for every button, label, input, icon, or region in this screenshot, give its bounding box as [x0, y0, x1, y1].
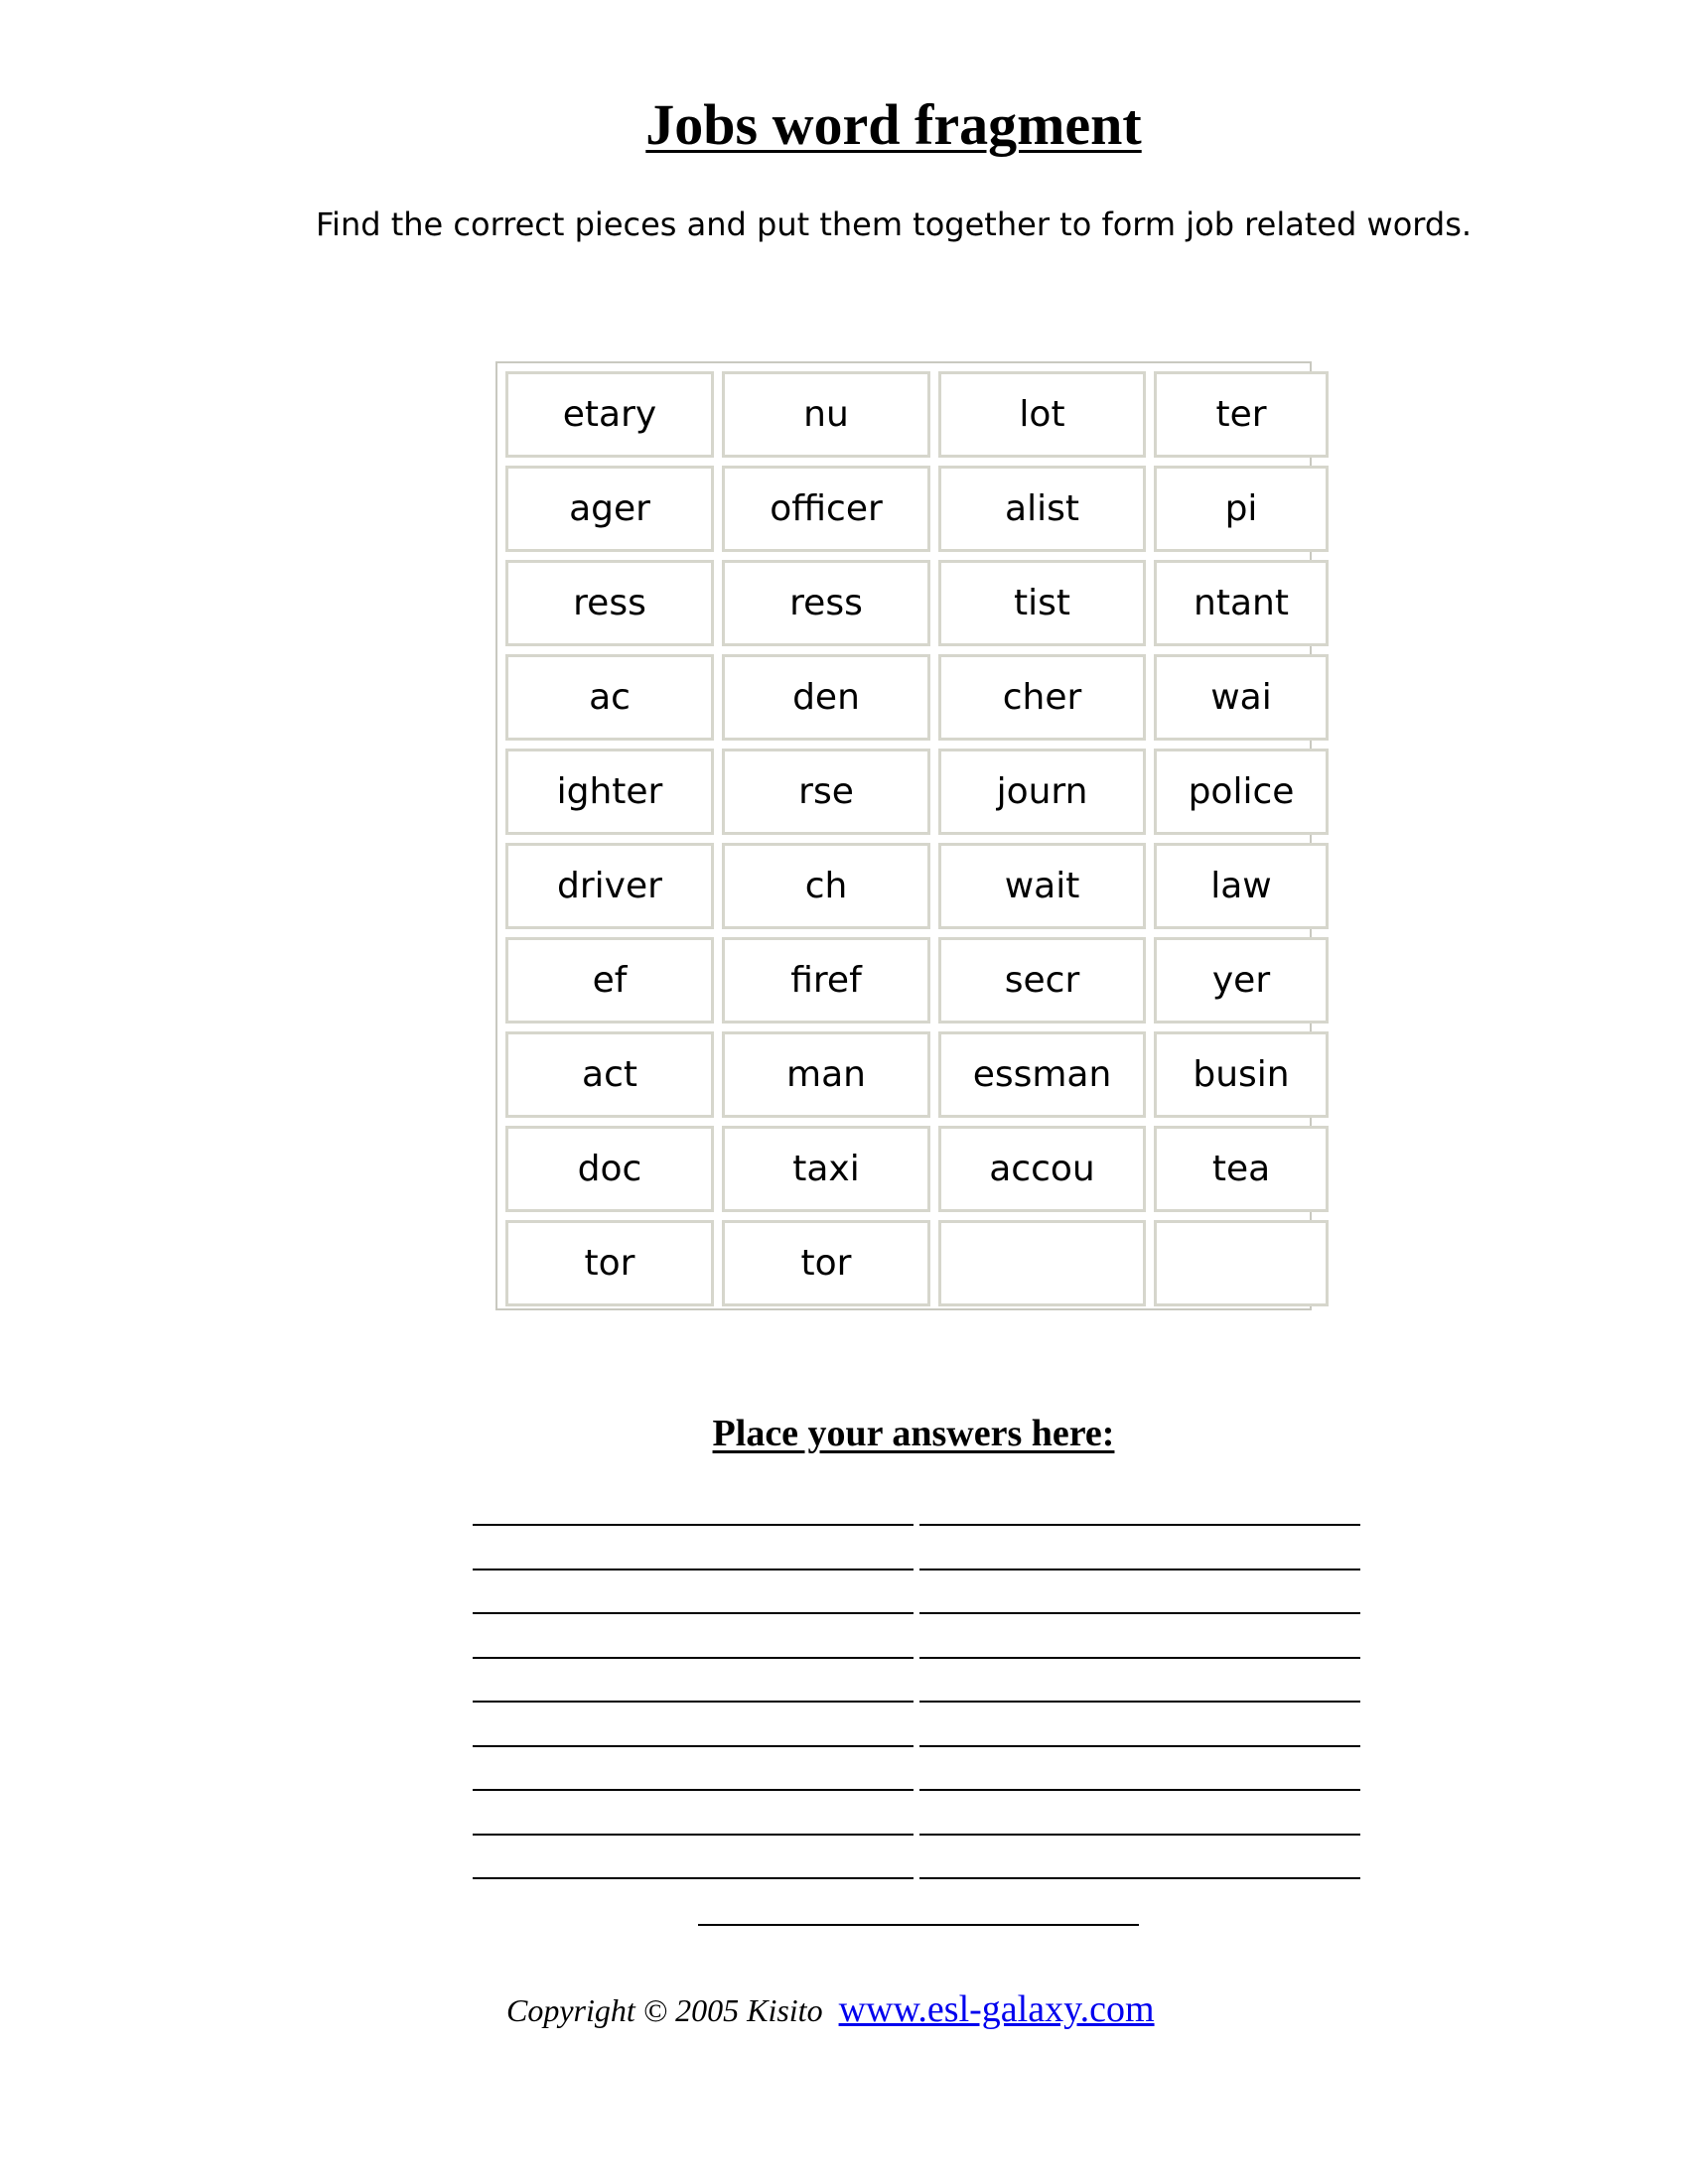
answer-line[interactable]: [919, 1745, 1360, 1747]
answer-row: [473, 1745, 1360, 1790]
answer-line[interactable]: [473, 1745, 914, 1747]
fragment-cell: yer: [1154, 937, 1329, 1024]
fragment-cell: cher: [938, 654, 1146, 741]
fragment-cell: tor: [722, 1220, 930, 1306]
answer-row: [473, 1524, 1360, 1569]
fragment-table: [495, 361, 1312, 1310]
fragment-cell: journ: [938, 749, 1146, 835]
answers-heading: Place your answers here:: [712, 1413, 1115, 1454]
answer-line[interactable]: [919, 1701, 1360, 1703]
fragment-cell: nu: [722, 371, 930, 458]
answer-row: [473, 1701, 1360, 1745]
answer-line[interactable]: [919, 1569, 1360, 1570]
answer-row: [473, 1612, 1360, 1657]
fragment-cell: pi: [1154, 466, 1329, 552]
fragment-cell: alist: [938, 466, 1146, 552]
answer-line[interactable]: [919, 1789, 1360, 1791]
fragment-cell: ef: [505, 937, 714, 1024]
fragment-cell: den: [722, 654, 930, 741]
fragment-cell: firef: [722, 937, 930, 1024]
fragment-cell: ress: [505, 560, 714, 646]
fragment-cell: doc: [505, 1126, 714, 1212]
answer-line[interactable]: [919, 1657, 1360, 1659]
fragment-cell: man: [722, 1031, 930, 1118]
fragment-cell: ighter: [505, 749, 714, 835]
fragment-cell: tor: [505, 1220, 714, 1306]
fragment-cell: tist: [938, 560, 1146, 646]
fragment-cell: law: [1154, 843, 1329, 929]
fragment-cell: [938, 1220, 1146, 1306]
fragment-cell: lot: [938, 371, 1146, 458]
answer-line[interactable]: [919, 1877, 1360, 1879]
answer-line[interactable]: [473, 1701, 914, 1703]
fragment-cell: accou: [938, 1126, 1146, 1212]
fragment-cell: [1154, 1220, 1329, 1306]
answer-row: [473, 1657, 1360, 1702]
answer-line[interactable]: [919, 1612, 1360, 1614]
fragment-cell: tea: [1154, 1126, 1329, 1212]
fragment-cell: driver: [505, 843, 714, 929]
answer-line[interactable]: [473, 1657, 914, 1659]
fragment-cell: taxi: [722, 1126, 930, 1212]
answer-line[interactable]: [698, 1924, 1139, 1926]
answer-line[interactable]: [473, 1524, 914, 1526]
answer-row: [473, 1834, 1360, 1878]
instructions-text: Find the correct pieces and put them together to form job related words.: [315, 205, 1473, 243]
footer: [506, 1987, 1155, 2031]
fragment-cell: wai: [1154, 654, 1329, 741]
worksheet-title: Jobs word fragment: [645, 92, 1142, 157]
fragment-cell: secr: [938, 937, 1146, 1024]
fragment-cell: essman: [938, 1031, 1146, 1118]
copyright-text: Copyright © 2005 Kisito: [506, 1992, 823, 2028]
website-link[interactable]: www.esl-galaxy.com: [838, 1988, 1155, 2030]
answer-line[interactable]: [473, 1834, 914, 1836]
fragment-cell: ch: [722, 843, 930, 929]
answer-row: [473, 1569, 1360, 1613]
answer-line[interactable]: [473, 1612, 914, 1614]
answer-lines: [473, 1524, 1360, 1922]
answer-row: [473, 1789, 1360, 1834]
fragment-cell: police: [1154, 749, 1329, 835]
fragment-cell: ress: [722, 560, 930, 646]
fragment-cell: ter: [1154, 371, 1329, 458]
answer-line[interactable]: [919, 1524, 1360, 1526]
fragment-cell: busin: [1154, 1031, 1329, 1118]
fragment-cell: officer: [722, 466, 930, 552]
fragment-grid: [505, 371, 1302, 1306]
answer-line[interactable]: [473, 1569, 914, 1570]
answer-line[interactable]: [473, 1877, 914, 1879]
fragment-cell: etary: [505, 371, 714, 458]
fragment-cell: wait: [938, 843, 1146, 929]
answer-line[interactable]: [473, 1789, 914, 1791]
fragment-cell: rse: [722, 749, 930, 835]
fragment-cell: ntant: [1154, 560, 1329, 646]
answer-row: [473, 1877, 1360, 1922]
answer-line[interactable]: [919, 1834, 1360, 1836]
fragment-cell: ac: [505, 654, 714, 741]
fragment-cell: ager: [505, 466, 714, 552]
fragment-cell: act: [505, 1031, 714, 1118]
